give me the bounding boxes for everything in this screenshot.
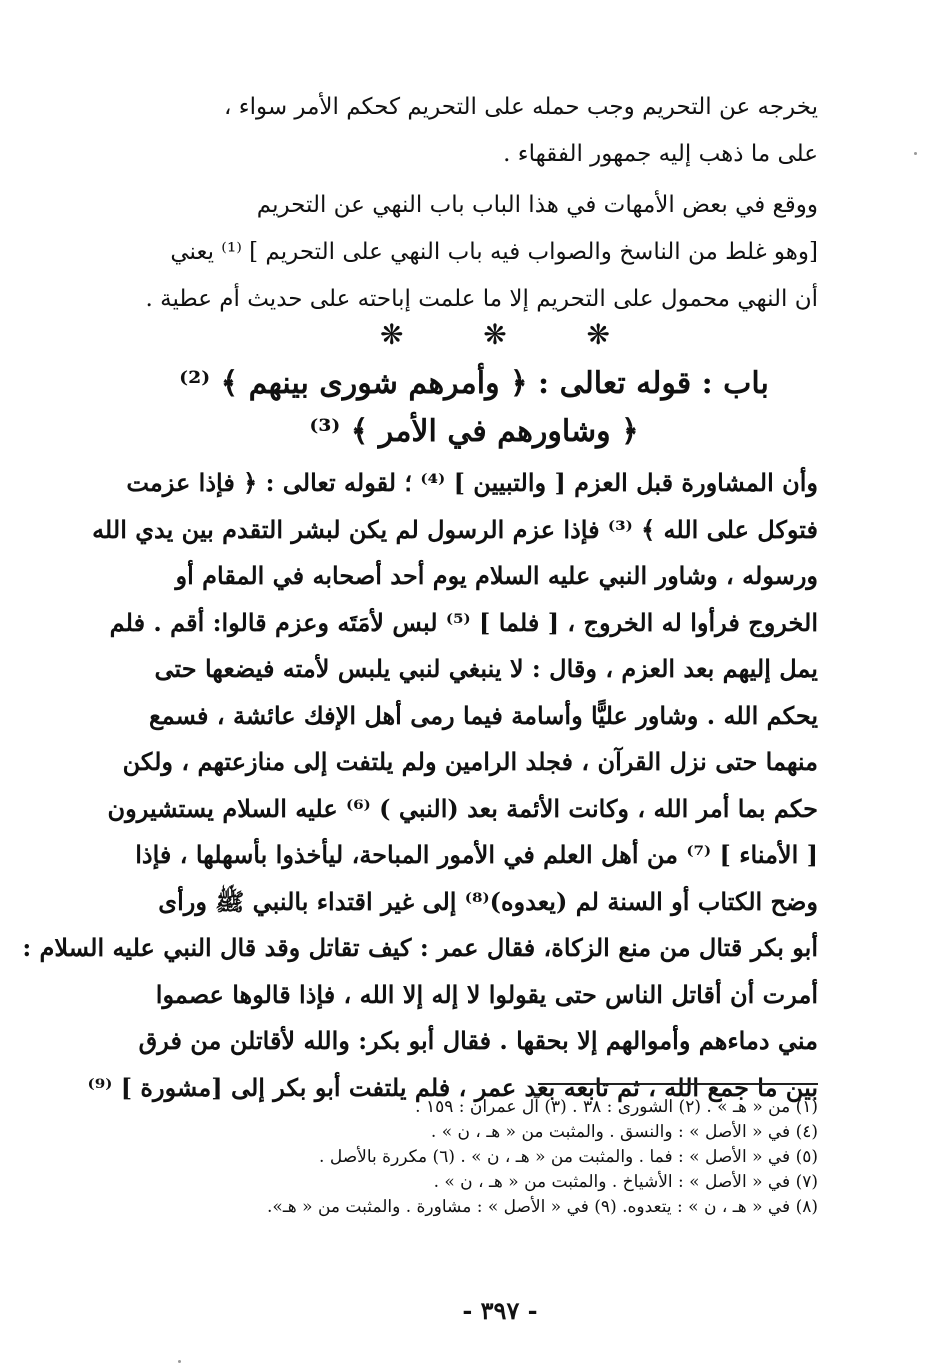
footnote-line: (١) من « هـ » . (٢) الشورى : ٣٨ . (٣) آل عمران : ١٥٩ . (415, 1097, 818, 1117)
footnote-line: (٤) في « الأصل » : والنسق . والمثبت من « هـ ، ن » . (430, 1122, 818, 1142)
intro-paragraph (130, 84, 818, 178)
footnote-line: (٨) في « هـ ، ن » : يتعدوه. (٩) في « الأصل » : مشاورة . والمثبت من « هـ». (267, 1197, 818, 1217)
text-line: أبو بكر قتال من منع الزكاة، فقال عمر : كيف تقاتل وقد قال النبي عليه السلام : (22, 933, 818, 962)
text-line: ورسوله ، وشاور النبي عليه السلام يوم أحد أصحابه في المقام أو (175, 561, 818, 590)
asterism-icon: ❋ (483, 318, 507, 351)
section-separator (380, 318, 610, 351)
scan-speck (914, 152, 917, 155)
text-line: يخرجه عن التحريم وجب حمله على التحريم كحكم الأمر سواء ، (224, 94, 818, 120)
text-line: يحكم الله . وشاور عليًّا وأسامة فيما رمى أهل الإفك عائشة ، فسمع (149, 700, 818, 730)
text-line: ووقع في بعض الأمهات في هذا الباب باب النهي عن التحريم (256, 192, 818, 218)
text-line: منهما حتى نزل القرآن ، فجلد الرامين ولم يلتفت إلى منازعتهم ، ولكن (122, 747, 818, 776)
text-line: [وهو غلط من الناسخ والصواب فيه باب النهي على التحريم ] ⁽¹⁾ يعني (170, 239, 818, 265)
footnotes (130, 1095, 818, 1220)
text-line: يمل إليهم بعد العزم ، وقال : لا ينبغي لنبي يلبس لأمته فيضعها حتى (154, 654, 818, 683)
asterism-icon: ❋ (586, 318, 610, 351)
heading-line: ﴿ وشاورهم في الأمر ﴾ ⁽³⁾ (309, 414, 639, 449)
scan-speck (178, 1360, 181, 1363)
footnote-line: (٧) في « الأصل » : الأشياخ . والمثبت من « هـ ، ن » . (433, 1172, 818, 1192)
chapter-heading (130, 360, 818, 456)
text-line: بين ما جمع الله ، ثم تابعه بعد عمر ، فلم يلتفت أبو بكر إلى [مشورة ] ⁽⁹⁾ (87, 1072, 818, 1102)
text-line: على ما ذهب إليه جمهور الفقهاء . (503, 141, 818, 167)
footnote-divider (538, 1083, 818, 1085)
text-line: الخروج فرأوا له الخروج ، [ فلما ] ⁽⁵⁾ لبس لأمَتَه وعزم قالوا: أقم . فلم (109, 607, 818, 637)
heading-line: باب : قوله تعالى : ﴿ وأمرهم شورى بينهم ﴾ ⁽²⁾ (179, 366, 769, 401)
text-line: [ الأمناء ] ⁽⁷⁾ من أهل العلم في الأمور المباحة، ليأخذوا بأسهلها ، فإذا (135, 840, 818, 869)
text-line: أمرت أن أقاتل الناس حتى يقولوا لا إله إلا الله ، فإذا قالوها عصموا (155, 979, 818, 1009)
text-line: حكم بما أمر الله ، وكانت الأئمة بعد (النبي ) ⁽⁶⁾ عليه السلام يستشيرون (107, 793, 818, 823)
note-paragraph (130, 182, 818, 323)
text-line: وضح الكتاب أو السنة لم (يعدوه)⁽⁸⁾ إلى غير اقتداء بالنبي ﷺ ورأى (158, 886, 818, 916)
page-number: - ٣٩٧ - (462, 1296, 538, 1325)
text-line: وأن المشاورة قبل العزم [ والتبيين ] ⁽⁴⁾ ؛ لقوله تعالى : ﴿ فإذا عزمت (126, 468, 818, 497)
asterism-icon: ❋ (380, 318, 404, 351)
footnote-line: (٥) في « الأصل » : فما . والمثبت من « هـ ، ن » . (٦) مكررة بالأصل . (319, 1147, 818, 1167)
text-line: فتوكل على الله ﴾ ⁽³⁾ فإذا عزم الرسول لم يكن لبشر التقدم بين يدي الله (92, 514, 818, 544)
text-line: أن النهي محمول على التحريم إلا ما علمت إباحته على حديث أم عطية . (145, 286, 818, 312)
text-line: مني دماءهم وأموالهم إلا بحقها . فقال أبو بكر: والله لأقاتلن من فرق (138, 1026, 818, 1055)
main-text (22, 460, 818, 1111)
